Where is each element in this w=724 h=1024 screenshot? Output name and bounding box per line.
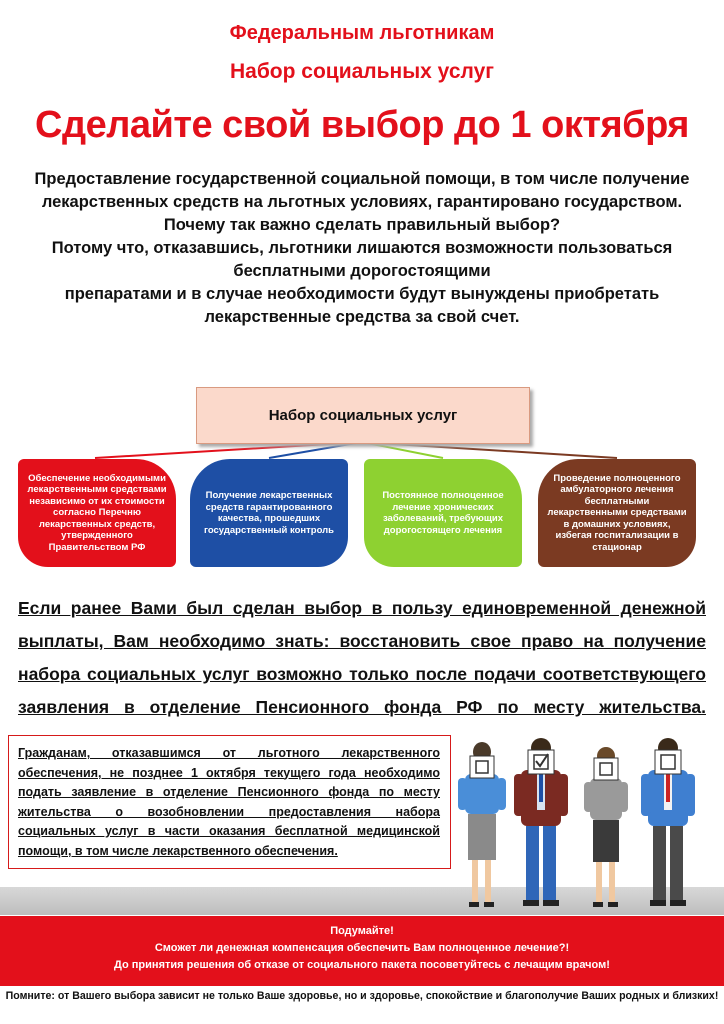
intro-line: Почему так важно сделать правильный выбор? <box>163 216 561 234</box>
warning-line: набора социальных услуг возможно только после подачи соответствующего <box>18 664 706 684</box>
card-text: Получение лекарственных средств гарантированного качества, прошедших государственный контроль <box>203 490 335 536</box>
warning-line: заявления в отделение Пенсионного фонда РФ по месту жительства. <box>18 697 706 717</box>
card-text: Проведение полноценного амбулаторного лечения бесплатными лекарственными средствами в домашних условиях, избегая госпитализации в стационар <box>547 472 687 553</box>
person-woman-blue <box>458 742 506 907</box>
warning-line: выплаты, Вам необходимо знать: восстановить свое право на получение <box>18 631 706 651</box>
card-text: Обеспечение необходимыми лекарственными средствами независимо от их стоимости согласно Перечню лекарственных средств, утвержденного Правительством РФ <box>27 472 167 553</box>
header-subtitle-1: Федеральным льготникам <box>229 22 495 44</box>
banner-question: Сможет ли денежная компенсация обеспечить Вам полноценное лечение?! <box>154 942 570 954</box>
notice-box <box>8 735 451 869</box>
intro-line: лекарственные средства за свой счет. <box>204 308 520 326</box>
benefit-card-quality <box>190 459 348 567</box>
header-subtitle-2: Набор социальных услуг <box>229 60 495 83</box>
card-text: Постоянное полноценное лечение хронических заболеваний, требующих дорогостоящего лечения <box>382 490 504 536</box>
notice-line: социальных услуг в части оказания бесплатной медицинской <box>18 824 440 838</box>
intro-line: бесплатными дорогостоящими <box>233 262 491 280</box>
intro-line: Предоставление государственной социальной помощи, в том числе получение <box>34 170 690 188</box>
people-holding-signs-illustration <box>455 738 724 918</box>
person-man-brown <box>514 738 568 906</box>
banner-advice: До принятия решения об отказе от социального пакета посоветуйтесь с лечащим врачом! <box>114 959 610 971</box>
intro-line: лекарственных средств на льготных условиях, гарантировано государством. <box>41 193 683 211</box>
page-title: Сделайте свой выбор до 1 октября <box>35 104 689 146</box>
person-man-blue <box>641 738 695 906</box>
intro-line: препаратами и в случае необходимости будут вынуждены приобретать <box>64 285 660 303</box>
notice-line: жительства о возобновлении предоставления набора <box>18 804 440 819</box>
benefit-card-chronic <box>364 459 522 567</box>
notice-line: Гражданам, отказавшимся от льготного лекарственного <box>18 746 440 760</box>
person-woman-grey <box>584 747 628 907</box>
benefit-card-outpatient <box>538 459 696 567</box>
notice-line: подать заявление в отделение Пенсионного фонда по месту <box>18 785 440 799</box>
banner-heading: Подумайте! <box>330 925 394 937</box>
social-services-box: Набор социальных услуг <box>196 387 530 444</box>
footer-reminder: Помните: от Вашего выбора зависит не только Ваше здоровье, но и здоровье, спокойствие и благополучие Ваших родных и близких! <box>5 990 719 1002</box>
connector-red <box>95 442 362 458</box>
notice-line: обеспечения, не позднее 1 октября текущего года необходимо <box>18 765 440 780</box>
intro-line: Потому что, отказавшись, льготники лишаются возможности пользоваться <box>51 239 673 257</box>
think-banner <box>0 916 724 986</box>
benefit-card-medicines <box>18 459 176 567</box>
warning-line: Если ранее Вами был сделан выбор в пользу единовременной денежной <box>18 598 706 618</box>
notice-line: помощи, в том числе лекарственного обеспечения. <box>18 843 338 858</box>
warning-paragraph <box>18 592 706 724</box>
